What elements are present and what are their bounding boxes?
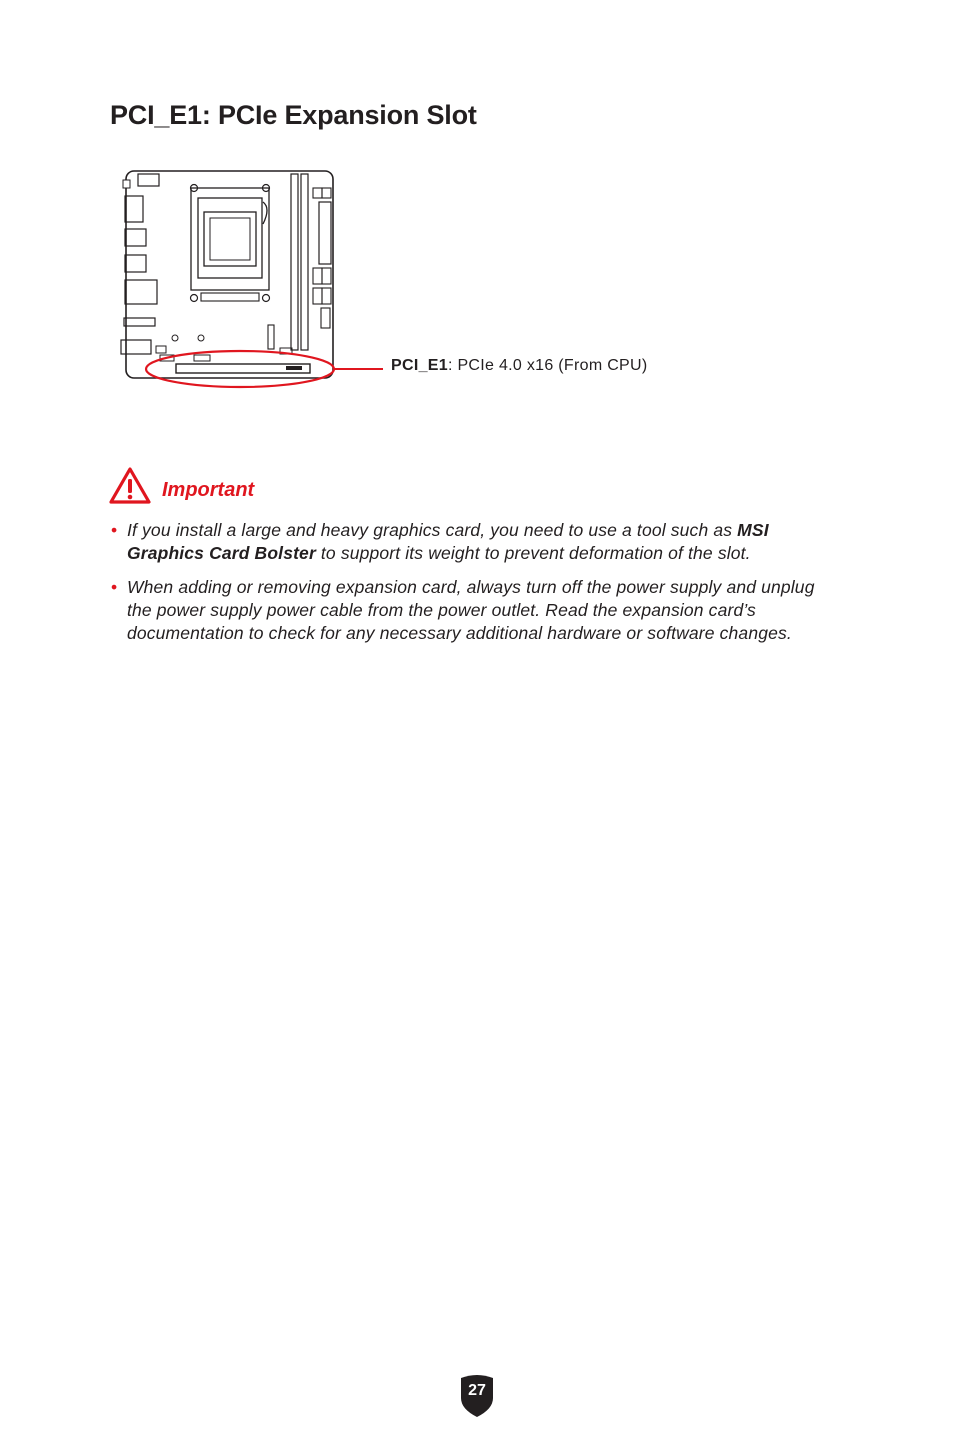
important-heading <box>108 466 254 506</box>
page-title: PCI_E1: PCIe Expansion Slot <box>110 100 477 130</box>
note-text: to support its weight to prevent deformation of the slot. <box>315 543 751 563</box>
callout-slot-name: PCI_E1 <box>391 357 448 374</box>
warning-icon <box>108 466 152 506</box>
callout-slot-description: : PCIe 4.0 x16 (From CPU) <box>447 357 648 374</box>
important-label: Important <box>162 478 255 501</box>
pcie-slot-highlight <box>146 351 334 387</box>
page-number: 27 <box>468 1382 486 1399</box>
bullet-icon: • <box>111 577 118 597</box>
note-text: When adding or removing expansion card, always turn off the power supply and unplug the power supply power cable from the power outlet. Read the expansion card’s documentation to check for any necessary additional hardware or software changes. <box>127 577 815 643</box>
note-text: If you install a large and heavy graphics card, you need to use a tool such as <box>127 520 738 540</box>
important-notes <box>110 519 835 656</box>
pcie-slot-callout <box>391 357 648 375</box>
bullet-icon: • <box>111 520 118 540</box>
note-item <box>110 576 835 645</box>
note-product-name: MSI Graphics Card Bolster <box>127 520 769 563</box>
note-item <box>110 519 835 565</box>
